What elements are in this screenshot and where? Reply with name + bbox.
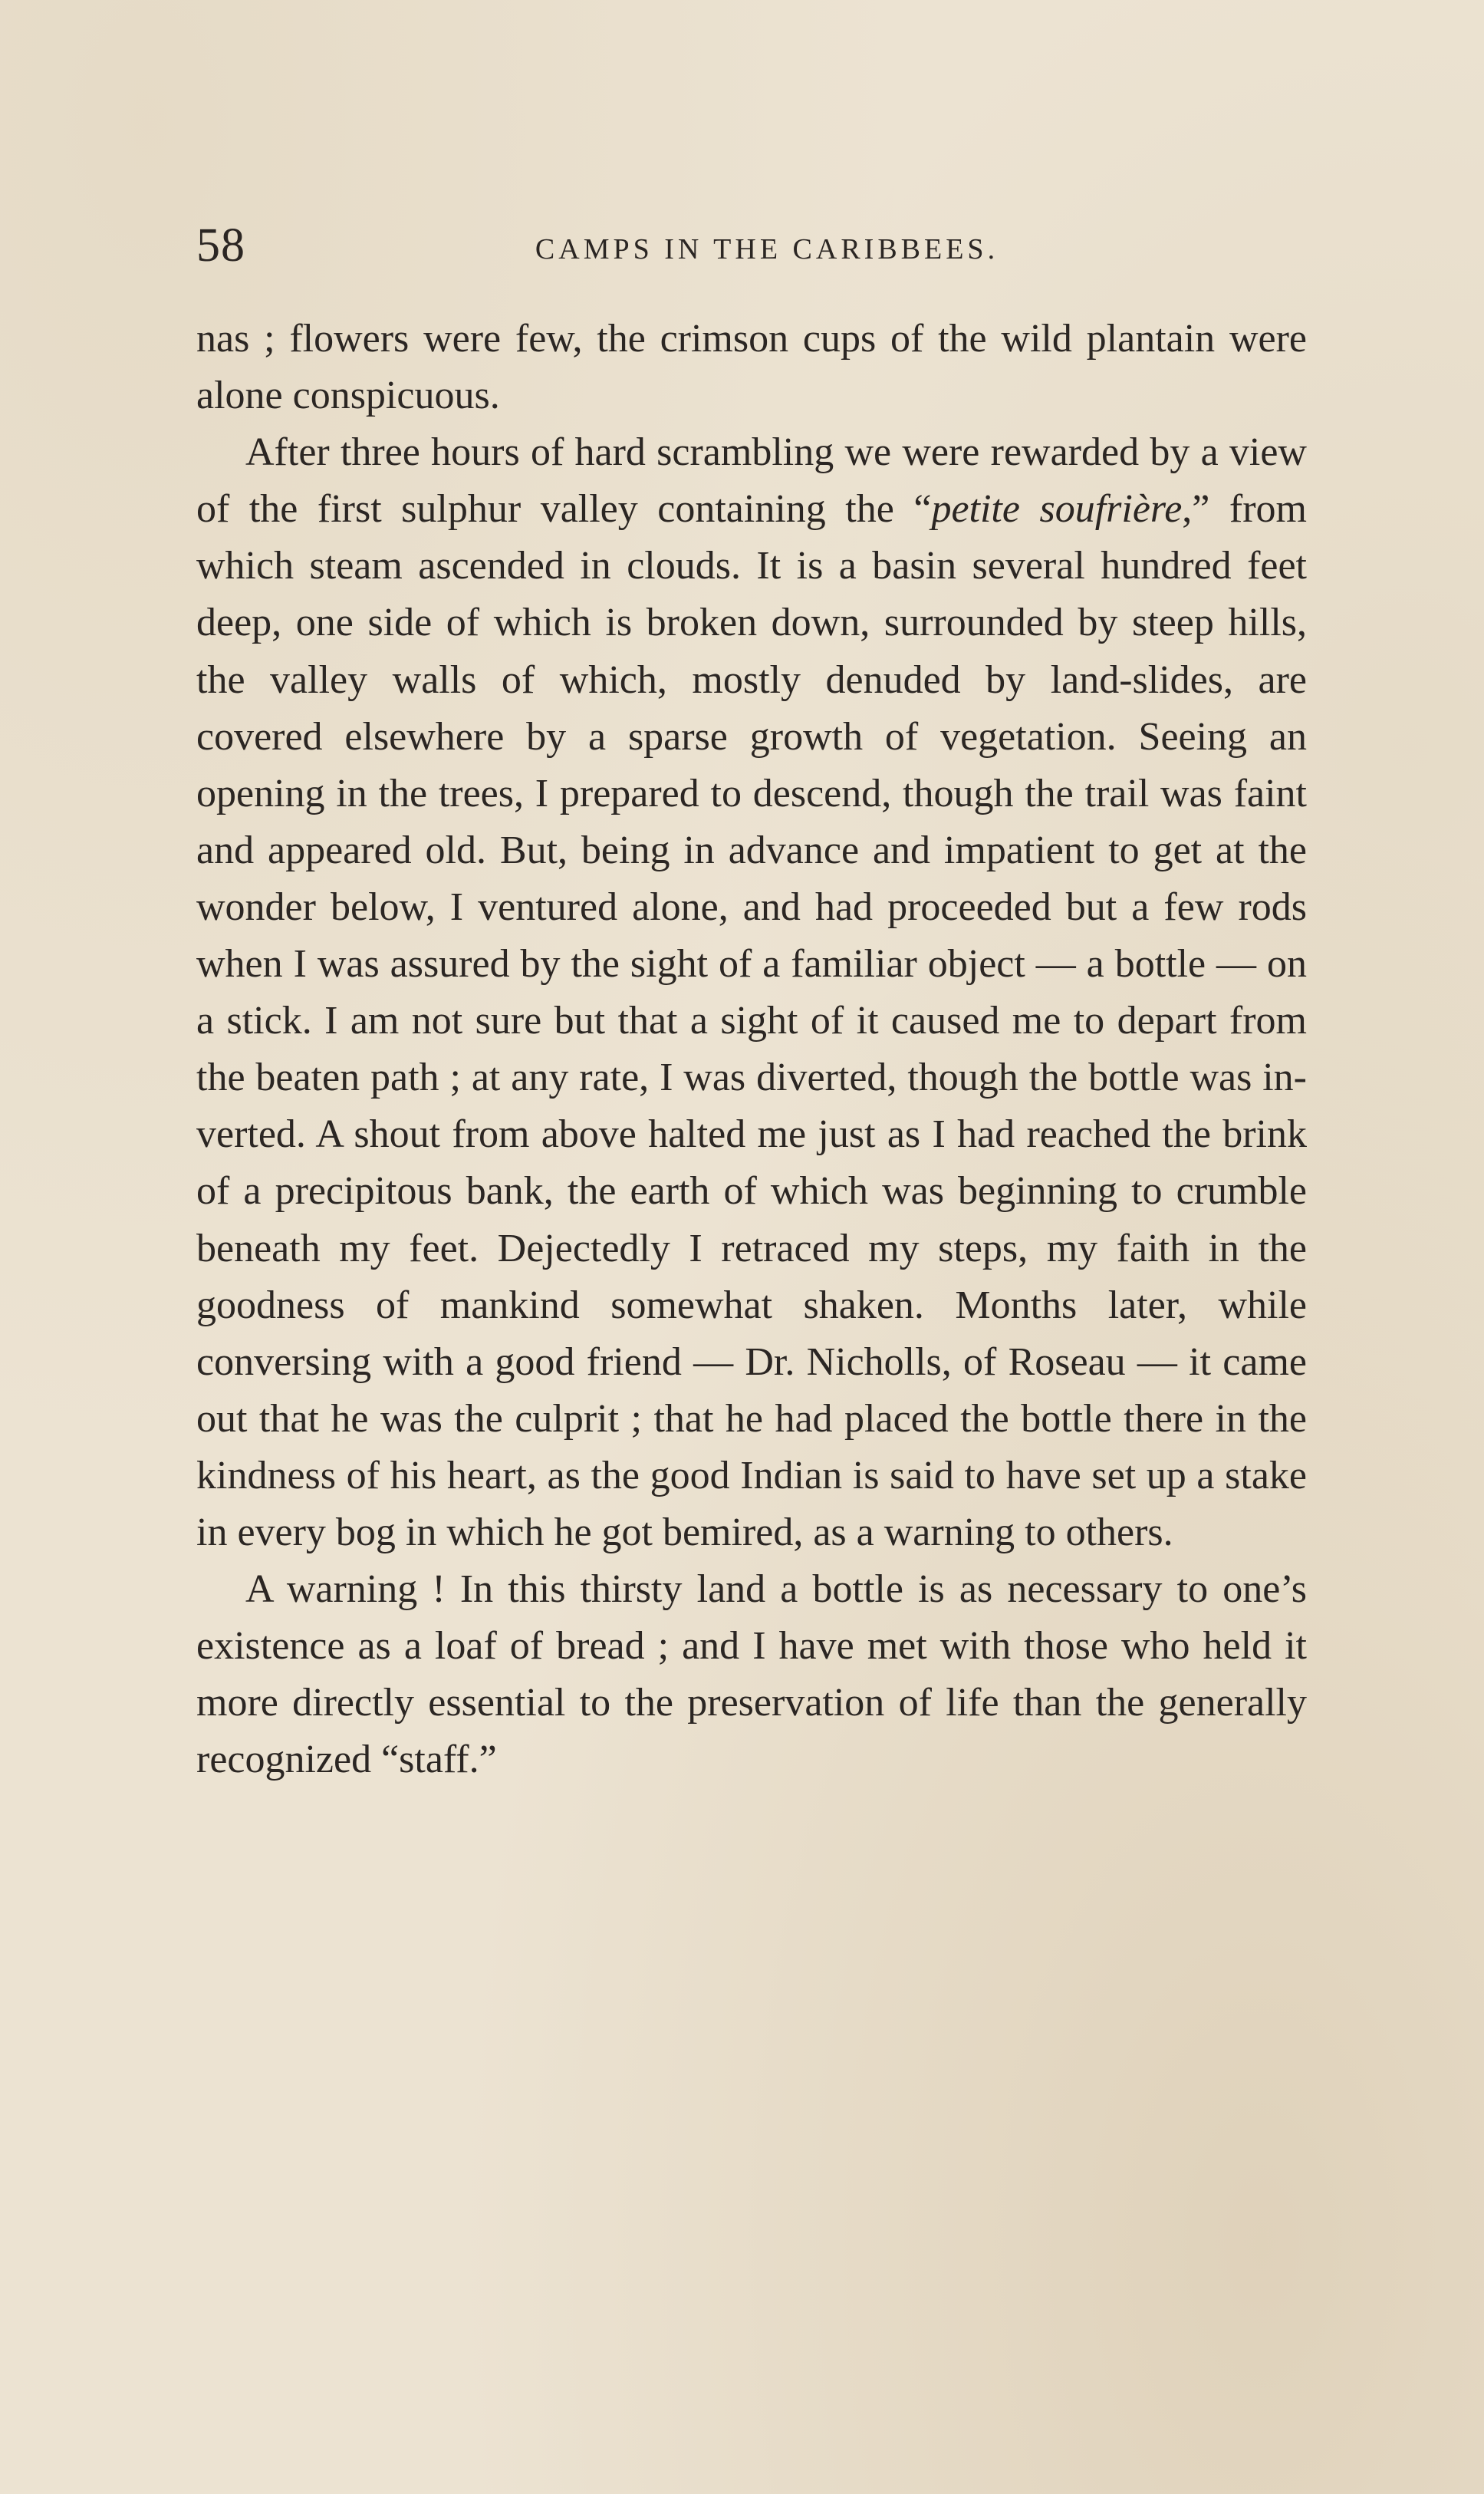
paragraph-1: nas ; flowers were few, the crimson cups of the wild plantain were alone conspicuous. (196, 317, 1307, 418)
body-text (196, 311, 1307, 1788)
paragraph-2-text-a: After three hours of hard scrambling we were rewarded by a view of the first sulphur valley containing the “ (196, 430, 1307, 532)
page-number: 58 (196, 219, 245, 272)
paragraph-2-text-b: ,” from which steam ascended in clouds. It is a basin several hundred feet deep, one side of which is broken down, surrounded by steep hills, the valley walls of which, mostly denuded by land-slides, are covered elsewhere by a sparse growth of vegetation. Seeing an opening in the trees, I prepared to descend, though the trail was faint and appeared old. But, being in advance and impatient to get at the wonder below, I ventured alone, and had proceeded but a few rods when I was assured by the sight of a familiar object — a bottle — on a stick. I am not sure but that a sight of it caused me to depart from the beaten path ; at any rate, I was diverted, though the bottle was in-verted. A shout from above halted me just as I had reached the brink of a precipitous bank, the earth of which was beginning to crumble beneath my feet. Dejectedly I retraced my steps, my faith in the goodness of mankind somewhat shaken. Months later, while conversing with a good friend — Dr. Nicholls, of Roseau — it came out that he was the culprit ; that he had placed the bottle there in the kindness of his heart, as the good Indian is said to have set up a stake in every bog in which he got bemired, as a warning to others. (196, 487, 1307, 1554)
running-head (196, 219, 1307, 280)
running-title: CAMPS IN THE CARIBBEES. (535, 233, 999, 265)
paragraph-3: A warning ! In this thirsty land a bottle is as necessary to one’s existence as a loaf of bread ; and I have met with those who held it more directly essential to the preservation of life than the generally recognized “staff.” (196, 1567, 1307, 1782)
paragraph-2 (196, 424, 1307, 1561)
italic-phrase: petite soufrière (931, 487, 1183, 532)
